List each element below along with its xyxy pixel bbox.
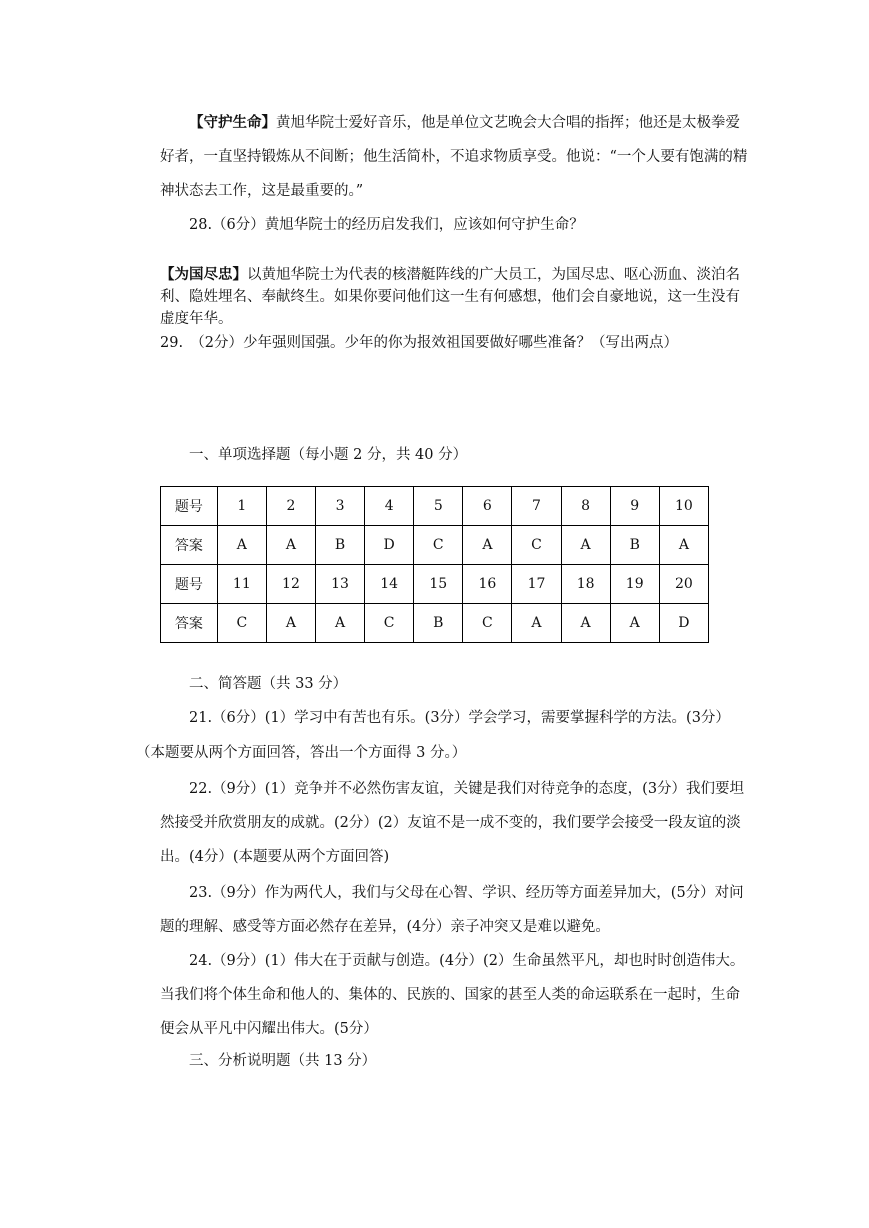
answer-table-cell: A (266, 604, 315, 643)
answer-23: 23.（9分）作为两代人，我们与父母在心智、学识、经历等方面差异加大，(5分）对问题的理解、感受等方面必然存在差异，(4分）亲子冲突又是难以避免。 (160, 885, 744, 935)
question-28: 28.（6分）黄旭华院士的经历启发我们，应该如何守护生命？ (189, 217, 584, 233)
answer-21: 21.（6分）(1）学习中有苦也有乐。(3分）学会学习，需要掌握科学的方法。(3分） (189, 710, 730, 726)
answer-table-cell: A (610, 604, 659, 643)
answer-table-cell: 4 (365, 487, 414, 526)
answer-table-cell: 8 (561, 487, 610, 526)
serve-country-text: 以黄旭华院士为代表的核潜艇阵线的广大员工，为国尽忠、呕心沥血、淡泊名利、隐姓埋名、奉献终生。如果你要问他们这一生有何感想，他们会自豪地说，这一生没有虚度年华。 (160, 267, 740, 327)
guard-life-title: 【守护生命】 (189, 114, 276, 131)
answer-table-cell: A (659, 526, 708, 565)
answer-table-cell: B (610, 526, 659, 565)
answer-table-row (161, 604, 709, 643)
answer-table-row (161, 565, 709, 604)
answer-table-cell: 2 (266, 487, 315, 526)
guard-life-paragraph (160, 106, 750, 208)
answer-table-cell: 20 (659, 565, 708, 604)
guard-life-text: 黄旭华院士爱好音乐，他是单位文艺晚会大合唱的指挥；他还是太极拳爱好者，一直坚持锻炼从不间断；他生活简朴，不追求物质享受。他说：“一个人要有饱满的精神状态去工作，这是最重要的。” (160, 115, 748, 199)
answer-table-cell: A (266, 526, 315, 565)
answer-table-cell: 3 (316, 487, 365, 526)
answer-table-cell: 9 (610, 487, 659, 526)
answer-table-cell: 18 (561, 565, 610, 604)
answer-table (160, 486, 709, 643)
answer-table-row-label: 答案 (161, 526, 218, 565)
answer-table-cell: B (414, 604, 463, 643)
answer-table-cell: 14 (365, 565, 414, 604)
section-3-title: 三、分析说明题（共 13 分） (189, 1053, 377, 1069)
answer-table-row-label: 答案 (161, 604, 218, 643)
answer-table-cell: 7 (512, 487, 561, 526)
answer-table-cell: C (463, 604, 512, 643)
section-1-title: 一、单项选择题（每小题 2 分，共 40 分） (189, 447, 468, 463)
answer-table-cell: A (217, 526, 266, 565)
answer-table-cell: A (561, 526, 610, 565)
answer-table-cell: A (316, 604, 365, 643)
answer-table-cell: 16 (463, 565, 512, 604)
answer-table-cell: 13 (316, 565, 365, 604)
answer-table-cell: 1 (217, 487, 266, 526)
answer-table-cell: 19 (610, 565, 659, 604)
section-2-title: 二、简答题（共 33 分） (189, 676, 348, 692)
serve-country-title: 【为国尽忠】 (160, 266, 247, 283)
answer-table-cell: C (365, 604, 414, 643)
answer-table-cell: B (316, 526, 365, 565)
answer-table-cell: C (512, 526, 561, 565)
answer-table-cell: 11 (217, 565, 266, 604)
question-29: 29. （2分）少年强则国强。少年的你为报效祖国要做好哪些准备？（写出两点） (160, 335, 679, 351)
answer-table-cell: D (365, 526, 414, 565)
answer-table-cell: A (512, 604, 561, 643)
answer-table-row (161, 526, 709, 565)
answer-24: 24.（9分）(1）伟大在于贡献与创造。(4分）(2）生命虽然平凡，却也时时创造伟大。当我们将个体生命和他人的、集体的、民族的、国家的甚至人类的命运联系在一起时，生命便会从平凡中闪耀出伟大。(5分） (160, 953, 745, 1037)
answer-table-cell: D (659, 604, 708, 643)
answer-table-cell: A (463, 526, 512, 565)
answer-table-row (161, 487, 709, 526)
answer-22: 22.（9分）(1）竞争并不必然伤害友谊，关键是我们对待竞争的态度，(3分）我们要坦然接受并欣赏朋友的成就。(2分）(2）友谊不是一成不变的，我们要学会接受一段友谊的淡出。(4分）(本题要从两个方面回答) (160, 781, 745, 865)
answer-table-cell: C (414, 526, 463, 565)
answer-table-row-label: 题号 (161, 565, 218, 604)
answer-table-cell: 12 (266, 565, 315, 604)
answer-table-cell: 17 (512, 565, 561, 604)
answer-table-cell: 5 (414, 487, 463, 526)
answer-table-cell: A (561, 604, 610, 643)
answer-table-cell: C (217, 604, 266, 643)
answer-table-cell: 10 (659, 487, 708, 526)
answer-table-cell: 15 (414, 565, 463, 604)
answer-table-row-label: 题号 (161, 487, 218, 526)
serve-country-paragraph (160, 264, 750, 330)
answer-table-cell: 6 (463, 487, 512, 526)
answer-21-note: （本题要从两个方面回答，答出一个方面得 3 分。） (136, 745, 467, 761)
